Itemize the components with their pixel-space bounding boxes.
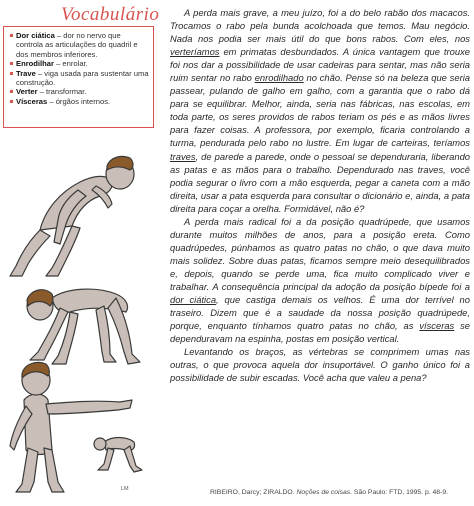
figure-bent-over xyxy=(10,159,134,276)
vocabulary-word: traves xyxy=(170,150,196,162)
evolution-illustration xyxy=(0,130,160,506)
illustrator-signature: LM xyxy=(121,486,129,492)
vocabulary-item xyxy=(10,31,149,59)
paragraph xyxy=(170,345,470,384)
illustration-column xyxy=(0,130,160,506)
vocabulary-word: verteríamos xyxy=(170,46,220,58)
vocabulary-term: Enrodilhar xyxy=(16,59,54,69)
citation-details: . São Paulo: FTD, 1995. p. 48-9. xyxy=(350,489,449,496)
text-run: em primatas desbundados. A única vantagem que trouxe foi nos dar a possibilidade de usar cadeiras para sentar, mas não seria ruim sentar no rabo xyxy=(170,46,470,84)
vocabulary-list xyxy=(10,31,149,106)
vocabulary-term: Dor ciática xyxy=(16,31,55,40)
figure-small-quadruped xyxy=(94,438,142,473)
text-run: , de parede a parede, onde o pessoal se dependuraria, liberando as patas e as mãos para o trabalho. Dependurado nas traves, você podia segurar o livro com a mão esquerda, pegar a caneta com a mão direita, usar a pata esquerda para consultar o dicionário e, ainda, a pata direita para coçar a orelha. Formidável, não é? xyxy=(170,150,470,214)
text-run: A perda mais grave, a meu juízo, foi a do belo rabão dos macacos. Trocamos o rabo pela bunda acolchoada que temos. Mau negócio. Nada nos podia ser mais útil do que bons rabos. Com eles, nos xyxy=(170,7,470,45)
citation-work: Noções de coisas xyxy=(296,489,351,496)
text-run: se dependuravam na espinha, postas em posição vertical. xyxy=(170,320,471,345)
vocabulary-word: dor ciática xyxy=(170,294,217,306)
text-run: Levantando os braços, as vértebras se comprimem umas nas outras, o que provoca aquela dor insuportável. O ganho único foi a possibilidade de subir escadas. Você acha que valeu a pena? xyxy=(170,346,470,384)
vocabulary-term: Verter xyxy=(16,87,38,97)
paragraph xyxy=(170,215,470,345)
source-citation xyxy=(210,489,448,496)
vocabulary-item xyxy=(10,87,149,96)
citation-authors: RIBEIRO, Darcy; ZIRALDO. xyxy=(210,489,297,496)
vocabulary-definition: – transformar. xyxy=(37,87,87,97)
text-run: no chão. Pense só na beleza que seria passear, pulando de galho em galho, com a garantia que o rabo dá para se equilibrar. Melhor, ainda, seria nas fábricas, nas escolas, em toda parte, os seres providos de rabos teriam os pés e as mãos livres para fazer coisas. A professora, por exemplo, ficaria controlando a turma, pendurada pelo rabo no lustre. Em lugar de carteiras, teríamos xyxy=(170,72,470,149)
vocabulary-panel xyxy=(3,4,160,128)
vocabulary-box xyxy=(3,26,154,128)
vocabulary-word: enrodilhado xyxy=(254,72,304,84)
article-body xyxy=(170,6,470,384)
vocabulary-term: Trave xyxy=(16,68,36,78)
text-run: A perda mais radical foi a da posição quadrúpede, que usamos durante muitos milhões de anos, para a posição ereta. Como quadrúpedes, púnhamos as quatro patas no chão, o que dava muito mais solidez. Sobre duas patas, ficamos sempre meio desequilibrados e, depois, quando se perde uma, fica muito complicado viver e trabalhar. A consequência principal da adoção da posição bípede foi a xyxy=(170,215,470,292)
vocabulary-item xyxy=(10,59,149,68)
figure-standing xyxy=(10,365,132,492)
vocabulary-item xyxy=(10,69,149,88)
vocabulary-term: Vísceras xyxy=(16,96,48,106)
vocabulary-definition: – órgãos internos. xyxy=(47,96,111,106)
vocabulary-word: vísceras xyxy=(419,320,455,332)
paragraph xyxy=(170,6,470,215)
vocabulary-title: Vocabulário xyxy=(61,4,160,25)
vocabulary-definition: – enrolar. xyxy=(53,59,88,69)
vocabulary-definition: – viga usada para sustentar uma construção. xyxy=(16,68,149,88)
text-run: , que castiga demais os velhos. É uma dor terrível no traseiro. Dizem que é a saudade da nossa posição quadrúpede, porque, enquanto tínhamos quatro patas no chão, as xyxy=(170,294,470,332)
vocabulary-item xyxy=(10,97,149,106)
vocabulary-definition: – dor no nervo que controla as articulações do quadril e dos membros inferiores. xyxy=(16,31,138,59)
